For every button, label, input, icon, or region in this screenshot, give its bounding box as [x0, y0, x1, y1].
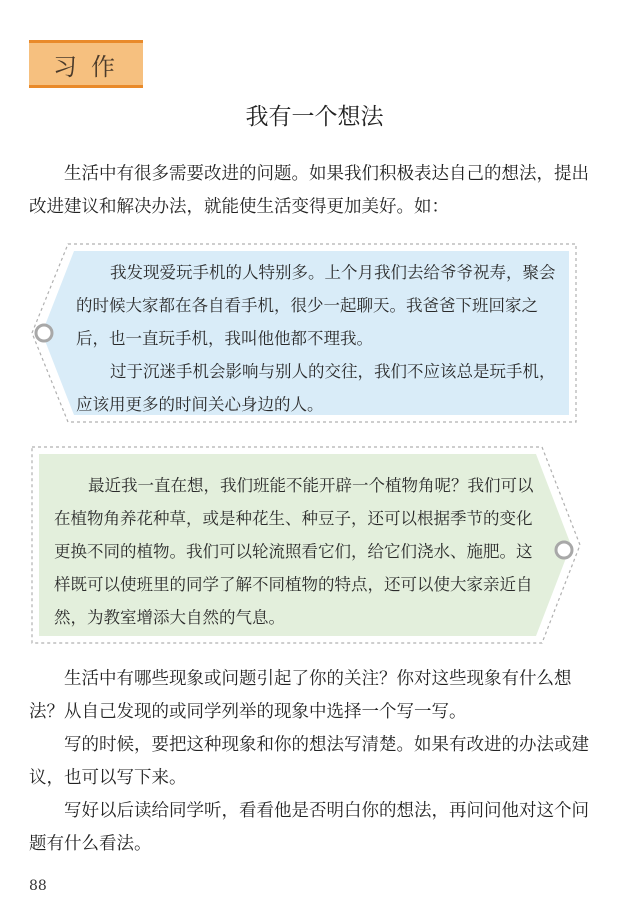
body-paragraph: 写的时候，要把这种现象和你的想法写清楚。如果有改进的办法或建议，也可以写下来。	[29, 735, 589, 788]
example-note-plant-corner	[30, 445, 582, 645]
intro-paragraph: 生活中有很多需要改进的问题。如果我们积极表达自己的想法，提出改进建议和解决办法，就能使生活变得更加美好。如：	[29, 164, 589, 217]
note-hole-icon	[556, 542, 572, 558]
note-paragraph: 我发现爱玩手机的人特别多。上个月我们去给爷爷祝寿，聚会的时候大家都在各自看手机，很少一起聊天。我爸爸下班回家之后，也一直玩手机，我叫他他都不理我。	[76, 263, 556, 348]
note-paragraph: 过于沉迷手机会影响与别人的交往，我们不应该总是玩手机，应该用更多的时间关心身边的人。	[76, 362, 556, 414]
body-paragraph: 写好以后读给同学听，看看他是否明白你的想法，再问问他对这个问题有什么看法。	[29, 801, 589, 854]
note-paragraph: 最近我一直在想，我们班能不能开辟一个植物角呢？我们可以在植物角养花种草，或是种花生、种豆子，还可以根据季节的变化更换不同的植物。我们可以轮流照看它们，给它们浇水、施肥。这样既可以使班里的同学了解不同植物的特点，还可以使大家亲近自然，为教室增添大自然的气息。	[54, 476, 534, 627]
section-label: 习作	[29, 40, 143, 88]
page-title: 我有一个想法	[245, 104, 384, 130]
example-note-phone	[30, 242, 578, 424]
note-hole-icon	[36, 325, 52, 341]
page-number: 88	[29, 878, 47, 894]
body-paragraph: 生活中有哪些现象或问题引起了你的关注？你对这些现象有什么想法？从自己发现的或同学列举的现象中选择一个写一写。	[29, 669, 572, 722]
